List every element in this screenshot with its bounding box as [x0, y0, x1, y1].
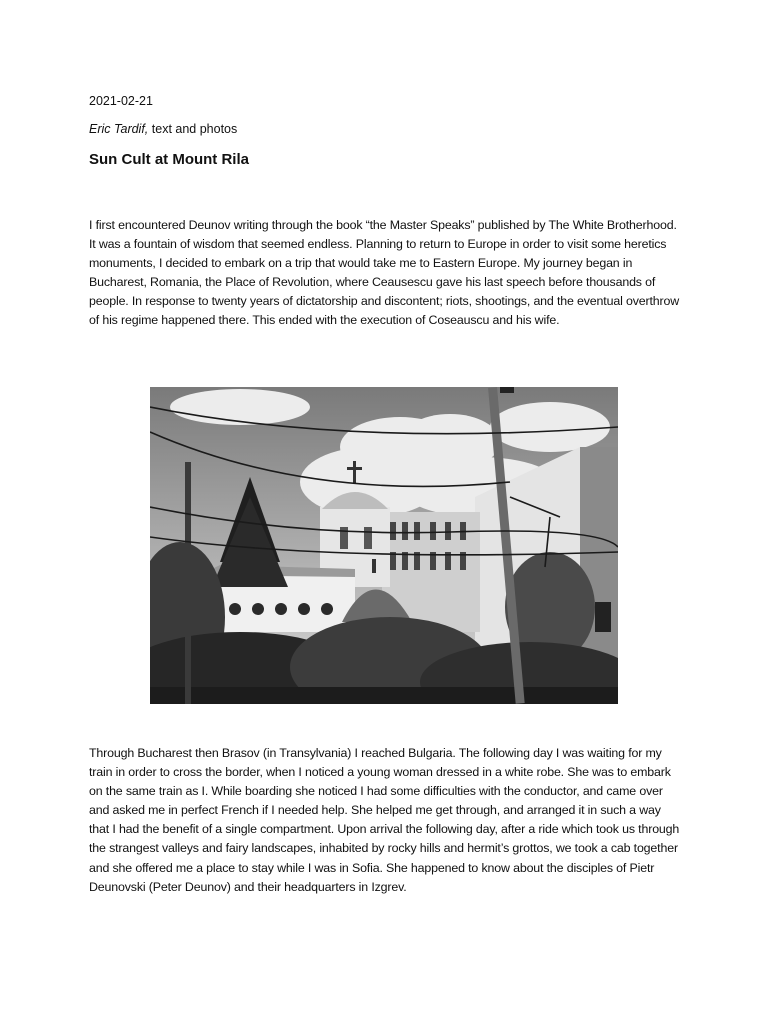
credit-text: text and photos	[151, 122, 238, 136]
byline	[89, 121, 237, 137]
author-name: Eric Tardif,	[89, 122, 149, 136]
article-date: 2021-02-21	[89, 94, 153, 108]
church-photo	[150, 387, 618, 704]
paragraph-journey: Through Bucharest then Brasov (in Transylvania) I reached Bulgaria. The following day I was waiting for my train in order to cross the border, when I noticed a young woman dressed in a white robe. She was to embark on the same train as I. While boarding she noticed I had some difficulties with the conductor, and came over and asked me in perfect French if I needed help. She helped me get through, and arranged it in such a way that I had the benefit of a single compartment. Upon arrival the following day, after a ride which took us through the strangest valleys and fairy landscapes, inhabited by rocky hills and hermit’s grottos, we took a cab together and she offered me a place to stay while I was in Sofia. She happened to know about the disciples of Pietr Deunovski (Peter Deunov) and their headquarters in Izgrev.	[89, 746, 680, 894]
article-title: Sun Cult at Mount Rila	[89, 151, 249, 168]
paragraph-intro: I first encountered Deunov writing through the book “the Master Speaks” published by The White Brotherhood. It was a fountain of wisdom that seemed endless. Planning to return to Europe in order to visit some heretics monuments, I decided to embark on a trip that would take me to Eastern Europe. My journey began in Bucharest, Romania, the Place of Revolution, where Ceausescu gave his last speech before thousands of people. In response to twenty years of dictatorship and discontent; riots, shootings, and the eventual overthrow of his regime happened there. This ended with the execution of Coseauscu and his wife.	[89, 218, 680, 328]
